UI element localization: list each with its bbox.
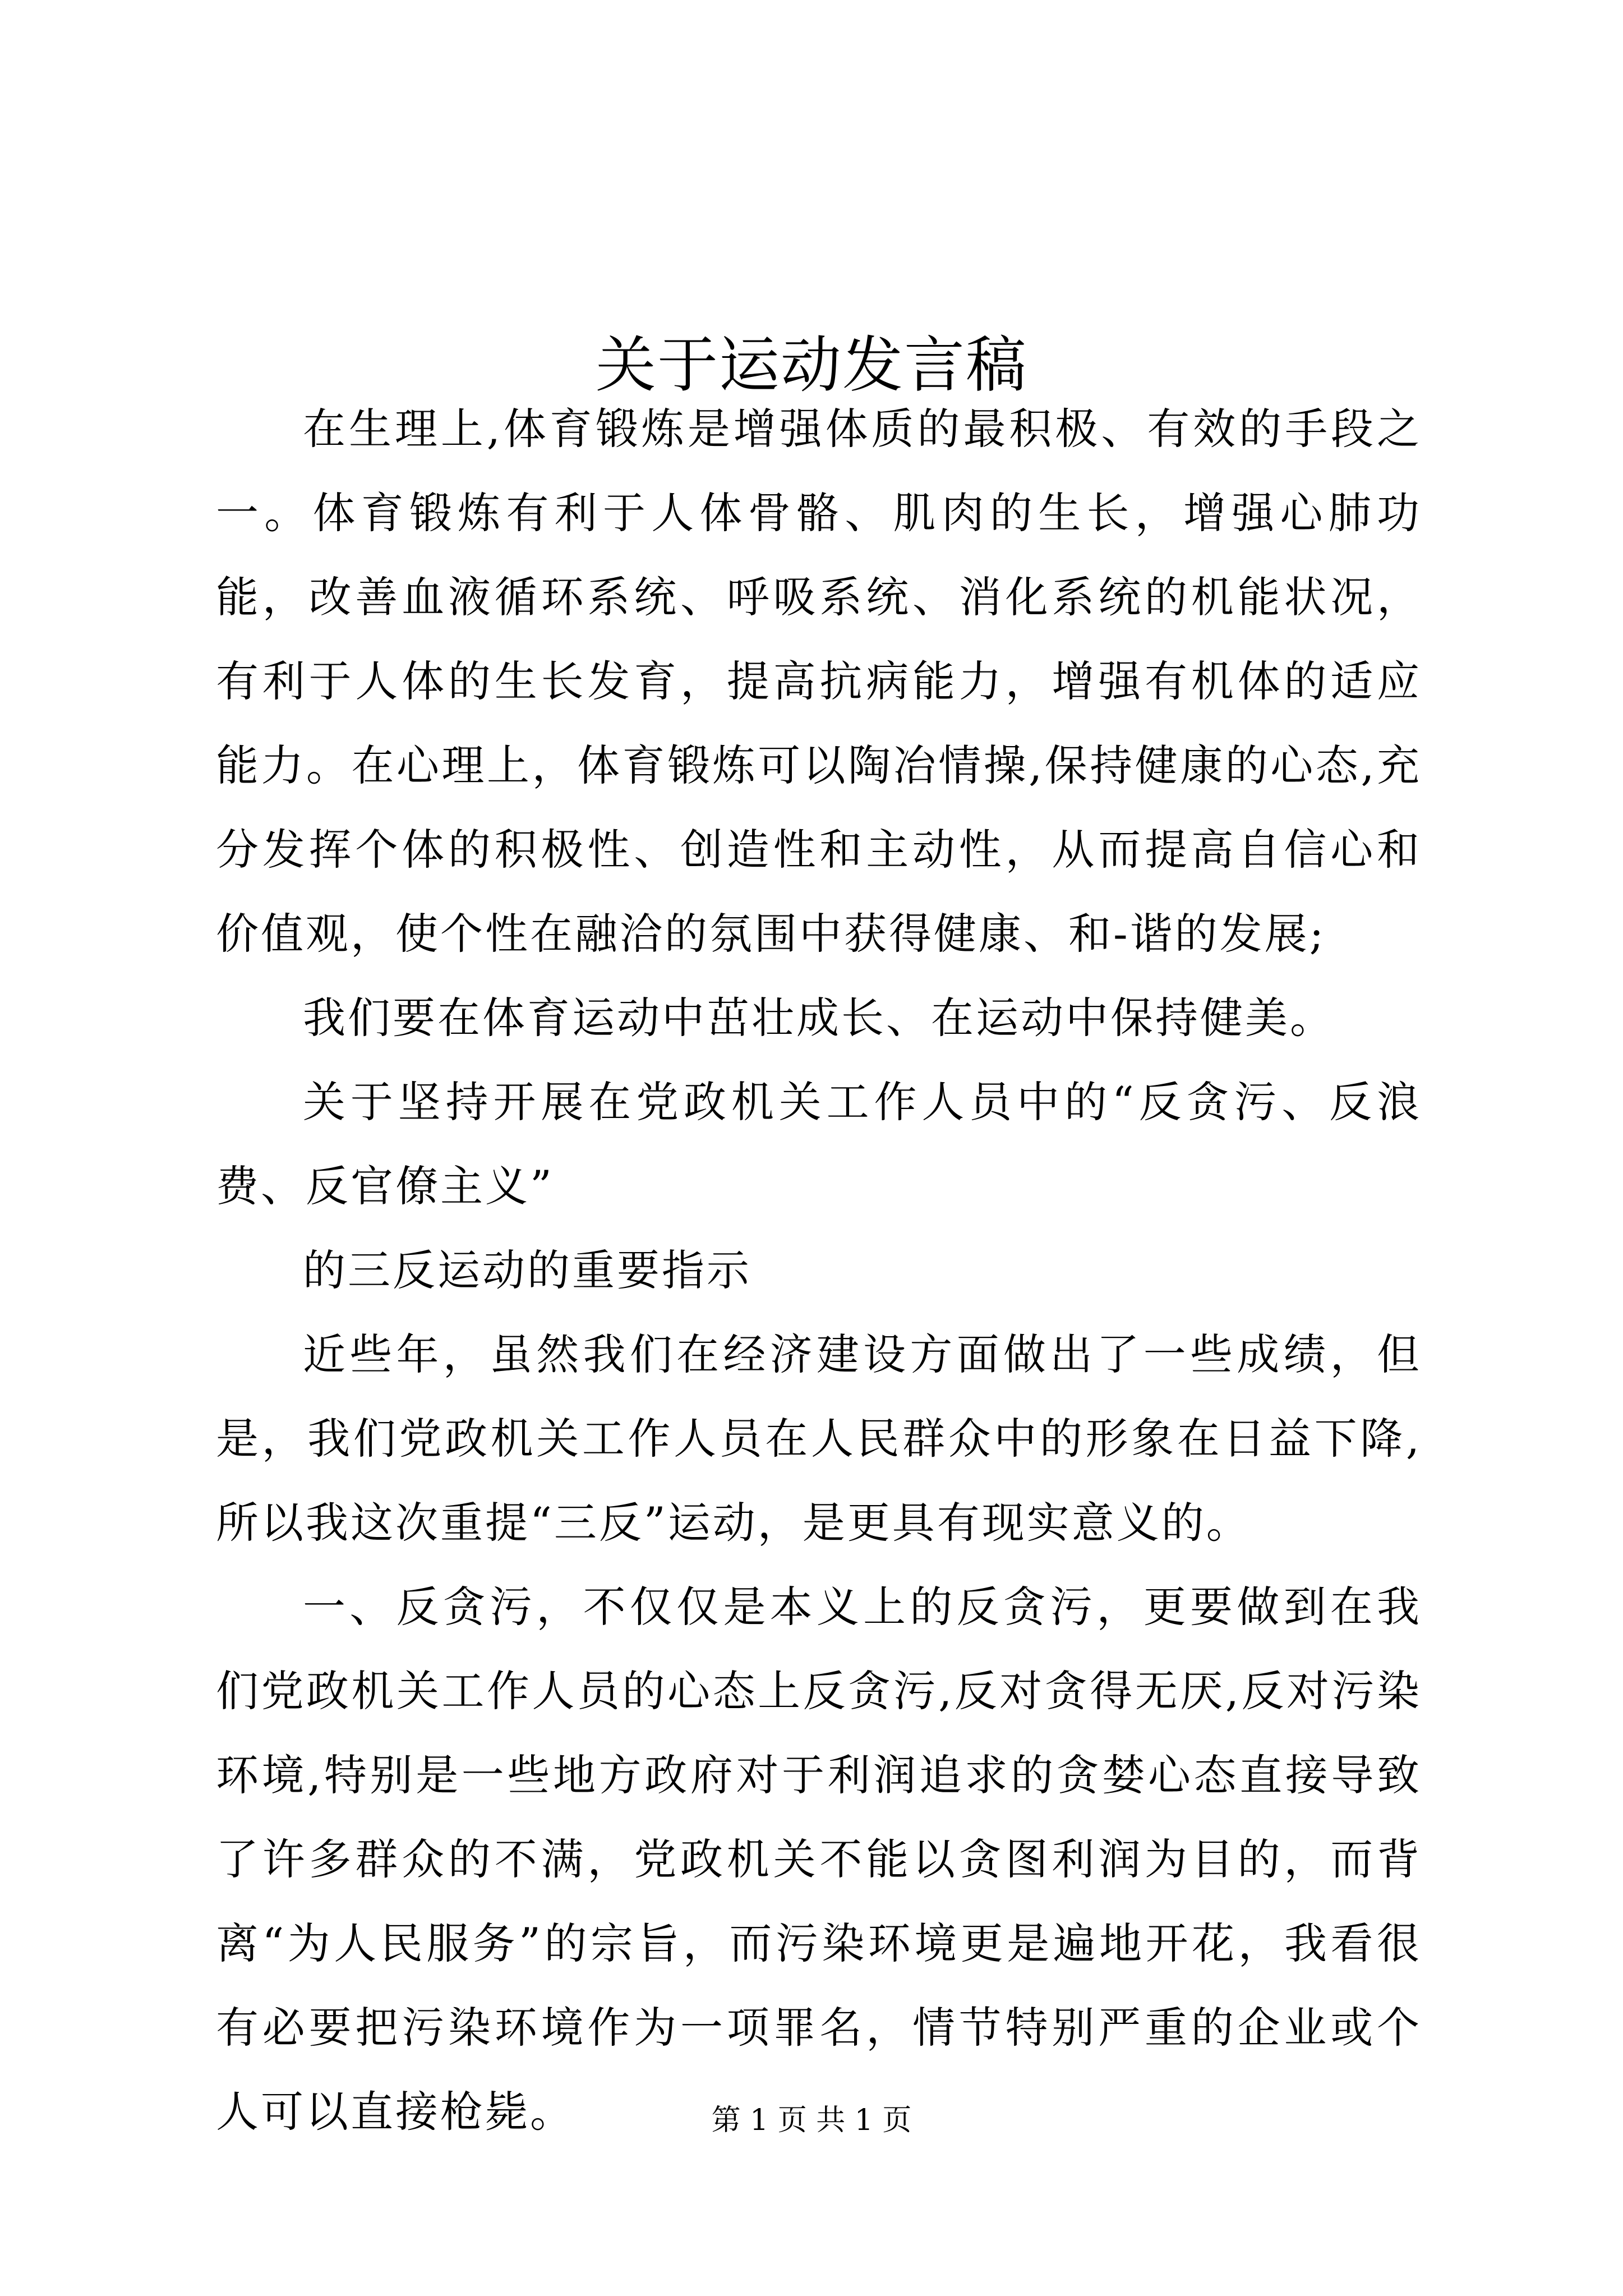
paragraph-grow-healthy: 我们要在体育运动中茁壮成长、在运动中保持健美。 — [303, 993, 1335, 1043]
paragraph-anti-corruption: 一、反贪污，不仅仅是本义上的反贪污，更要做到在我们党政机关工作人员的心态上反贪污,反对贪得无厌,反对污染环境,特别是一些地方政府对于利润追求的贪婪心态直接导致了许多群众的不满，党政机关不能以贪图利润为目的，而背离“为人民服务”的宗旨，而污染环境更是遍地开花，我看很有必要把污染环境作为一项罪名，情节特别严重的企业或个人可以直接枪毙。 — [216, 1582, 1422, 2137]
document-body — [216, 387, 1422, 2154]
document-title: 关于运动发言稿 — [595, 330, 1027, 401]
paragraph-three-anti-heading-2: 的三反运动的重要指示 — [303, 1245, 751, 1295]
page-footer: 第 1 页 共 1 页 — [711, 2104, 912, 2137]
paragraph-recent-years: 近些年，虽然我们在经济建设方面做出了一些成绩，但是，我们党政机关工作人员在人民群众中的形象在日益下降,所以我这次重提“三反”运动，是更具有现实意义的。 — [216, 1329, 1422, 1548]
paragraph-three-anti-heading-1: 关于坚持开展在党政机关工作人员中的“反贪污、反浪费、反官僚主义” — [216, 1077, 1422, 1211]
paragraph-physiology: 在生理上,体育锻炼是增强体质的最积极、有效的手段之一。体育锻炼有利于人体骨骼、肌肉的生长，增强心肺功能，改善血液循环系统、呼吸系统、消化系统的机能状况，有利于人体的生长发育，提高抗病能力，增强有机体的适应能力。在心理上，体育锻炼可以陶冶情操,保持健康的心态,充分发挥个体的积极性、创造性和主动性，从而提高自信心和价值观，使个性在融洽的氛围中获得健康、和-谐的发展; — [216, 404, 1422, 959]
